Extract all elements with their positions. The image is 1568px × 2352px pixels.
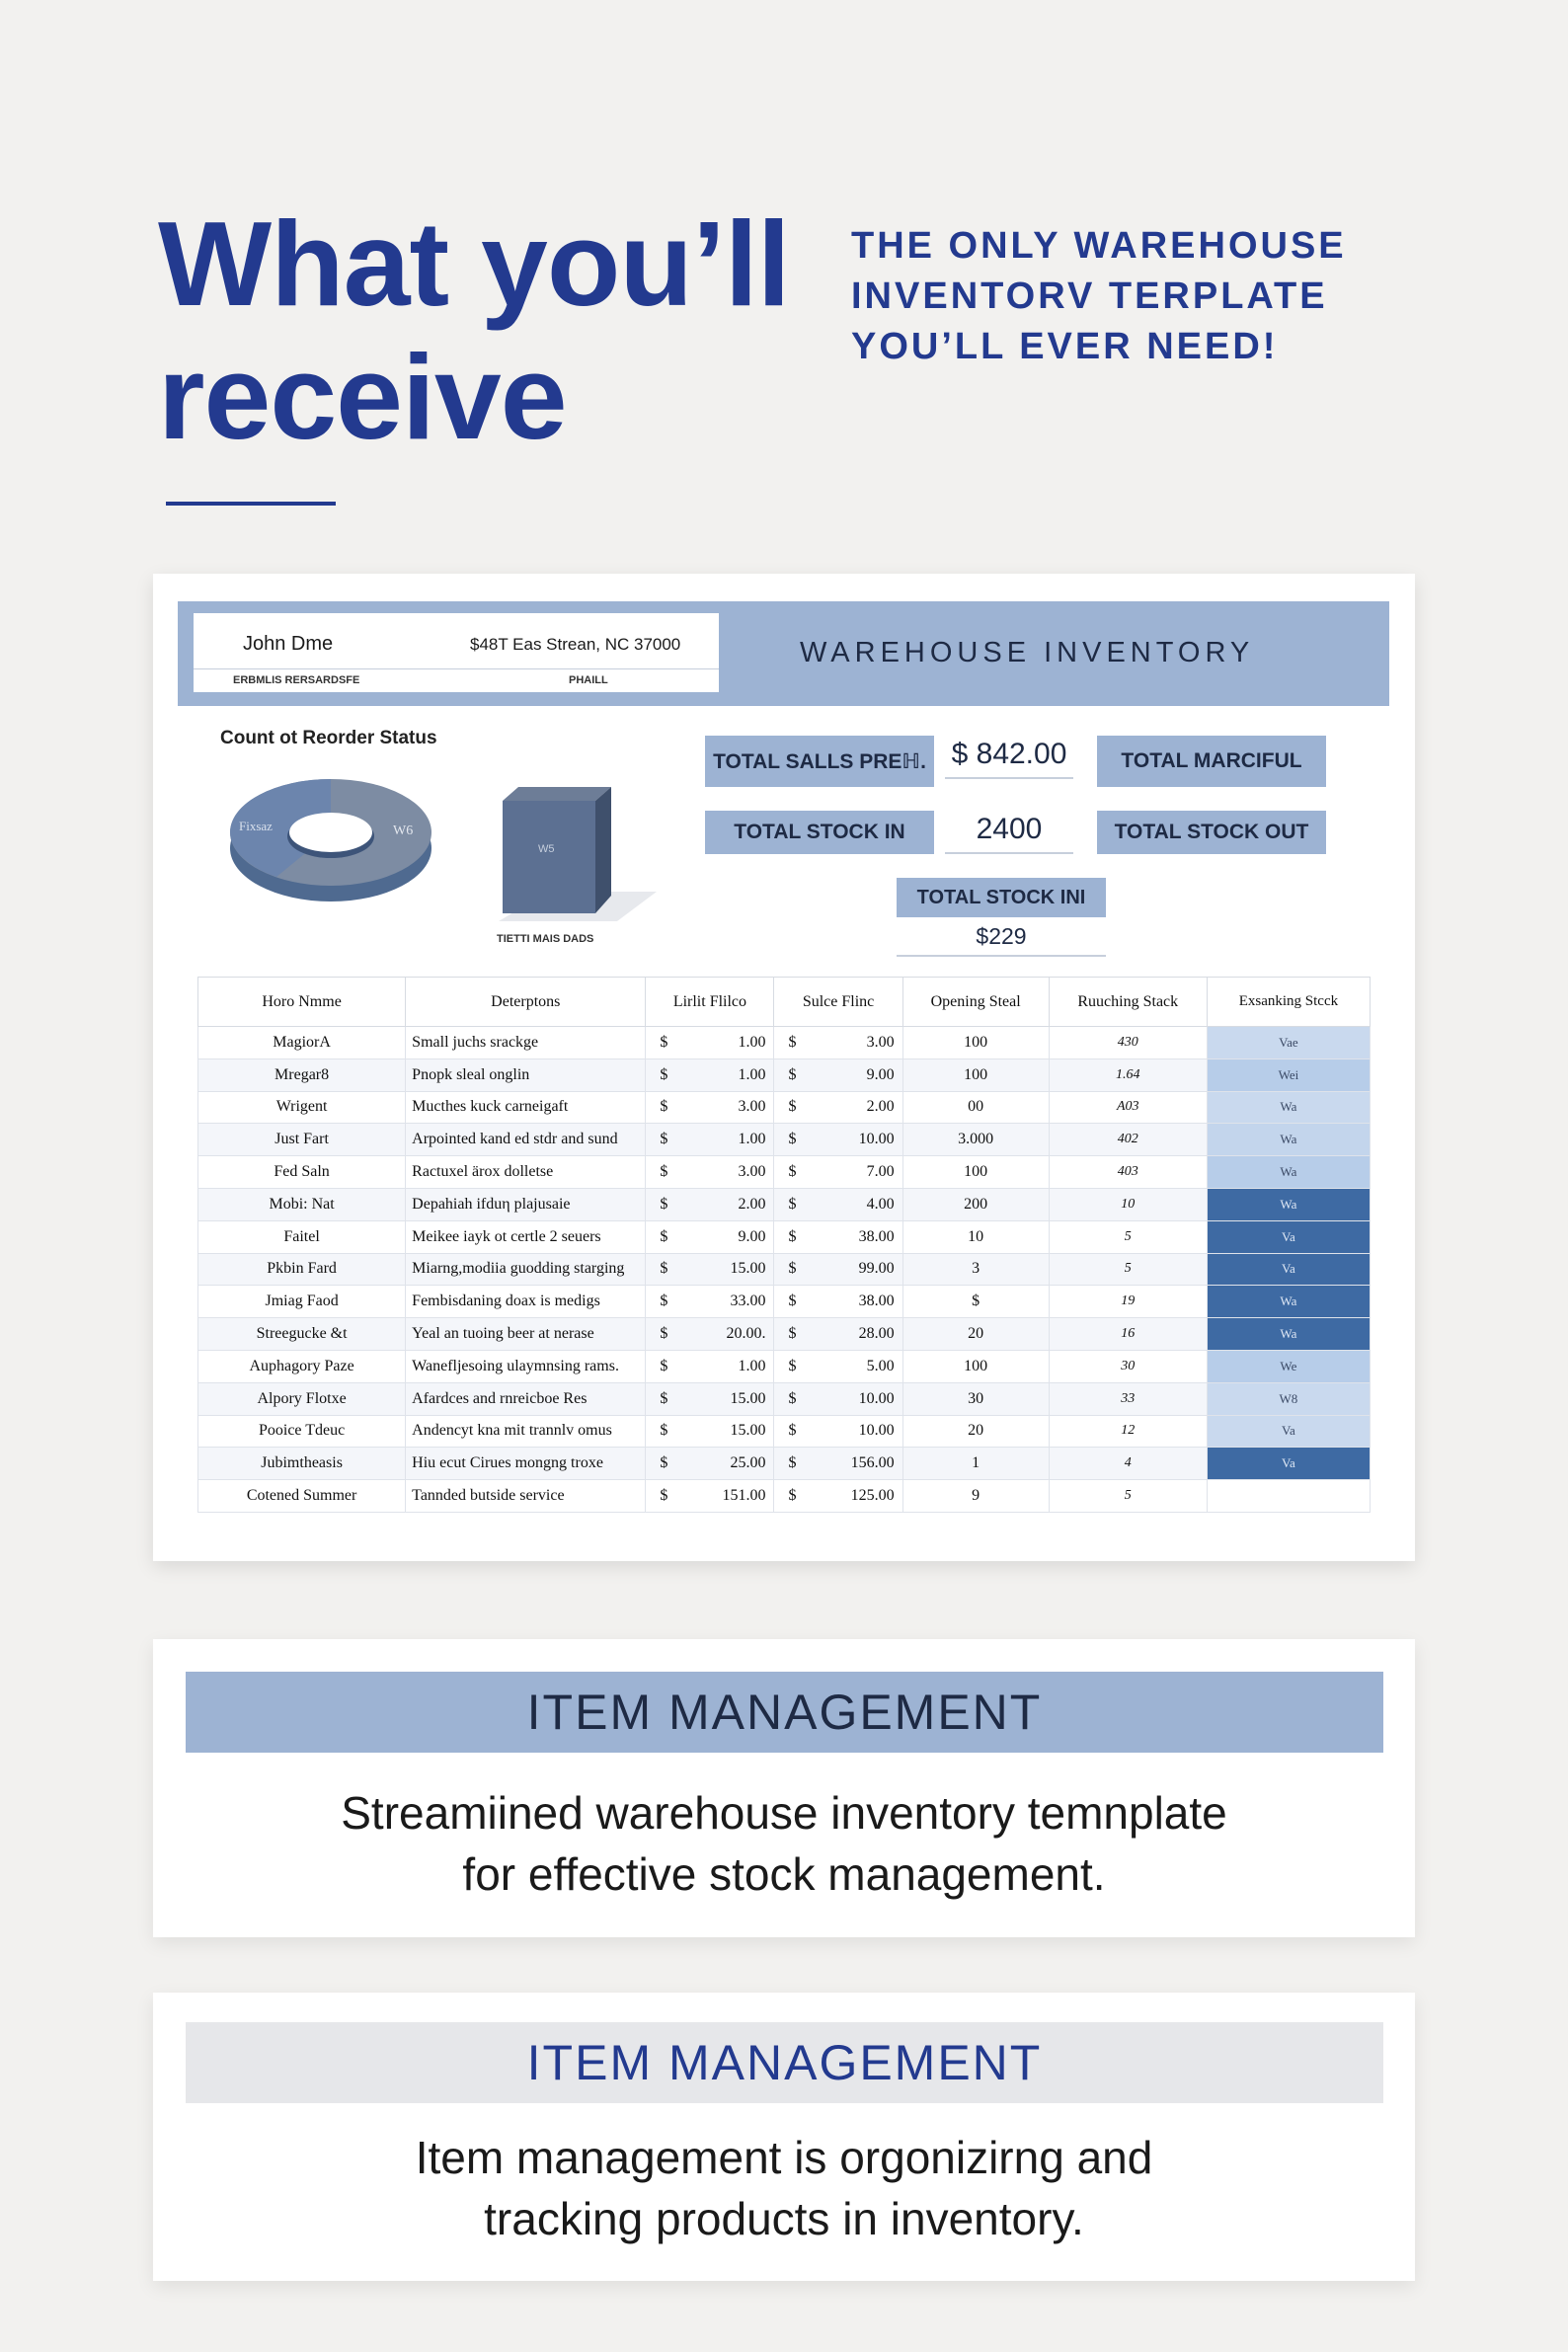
reorder-donut-chart [217, 761, 444, 909]
cell-sale-price [774, 1156, 902, 1189]
cell-unit-price [646, 1350, 774, 1382]
cell-remaining-stock: 5 [1049, 1220, 1207, 1253]
kpi-total-stock-out-label: TOTAL STOCK OUT [1097, 811, 1326, 854]
spreadsheet-preview [153, 574, 1415, 1561]
cell-unit-price [646, 1156, 774, 1189]
cell-sale-price [774, 1415, 902, 1448]
cell-item-name: Wrigent [198, 1091, 406, 1124]
cell-unit-price [646, 1253, 774, 1286]
feature-description-line1: Streamiined warehouse inventory temnplate [341, 1787, 1227, 1839]
cell-description: Afardces and rnreicboe Res [406, 1382, 646, 1415]
cell-remaining-stock: A03 [1049, 1091, 1207, 1124]
unit-currency: $ [660, 1293, 668, 1310]
sale-currency: $ [788, 1195, 797, 1213]
cell-remaining-stock: 403 [1049, 1156, 1207, 1189]
unit-amount: 33.00 [730, 1293, 766, 1310]
kpi-total-stock-ini-value: $229 [897, 917, 1106, 957]
tagline-line1: THE ONLY WAREHOUSE [851, 225, 1347, 267]
cell-opening-stock: 100 [902, 1058, 1049, 1091]
cell-description: Fembisdaning doax is medigs [406, 1286, 646, 1318]
feature-description-line2: for effective stock management. [462, 1848, 1106, 1900]
kpi-total-sales-label: TOTAL SALLS PREℍ. [705, 736, 934, 787]
feature-description-2 [153, 2127, 1415, 2249]
unit-currency: $ [660, 1357, 668, 1374]
cell-description: Depahiah ifduη plajusaie [406, 1188, 646, 1220]
unit-amount: 1.00 [738, 1357, 766, 1374]
cell-sale-price [774, 1286, 902, 1318]
feature-description-2-line2: tracking products in inventory. [484, 2193, 1084, 2244]
unit-amount: 20.00. [726, 1325, 766, 1343]
sale-currency: $ [788, 1357, 797, 1374]
sale-currency: $ [788, 1098, 797, 1116]
unit-currency: $ [660, 1422, 668, 1440]
sale-currency: $ [788, 1260, 797, 1278]
cell-opening-stock: 1 [902, 1448, 1049, 1480]
unit-currency: $ [660, 1033, 668, 1051]
sale-amount: 7.00 [866, 1163, 895, 1181]
sale-currency: $ [788, 1293, 797, 1310]
cell-remaining-stock: 4 [1049, 1448, 1207, 1480]
cell-item-name: Cotened Summer [198, 1480, 406, 1513]
unit-amount: 25.00 [730, 1454, 766, 1472]
cell-sale-price [774, 1091, 902, 1124]
cell-sale-price [774, 1350, 902, 1382]
cell-opening-stock: 30 [902, 1382, 1049, 1415]
owner-address: $48T Eas Strean, NC 37000 [470, 635, 681, 654]
cell-opening-stock: 20 [902, 1415, 1049, 1448]
cell-remaining-stock: 430 [1049, 1027, 1207, 1059]
cell-opening-stock: 00 [902, 1091, 1049, 1124]
cell-opening-stock: 3 [902, 1253, 1049, 1286]
sale-currency: $ [788, 1131, 797, 1148]
kpi-total-marciful-label: TOTAL MARCIFUL [1097, 736, 1326, 787]
sale-currency: $ [788, 1163, 797, 1181]
col-header-remaining-stock: Ruuching Stack [1049, 978, 1207, 1027]
cell-opening-stock: 3.000 [902, 1124, 1049, 1156]
donut-right-label: W6 [393, 823, 414, 838]
cell-unit-price [646, 1318, 774, 1351]
sheet-header-banner [178, 601, 1389, 706]
table-row [198, 1058, 1371, 1091]
sale-currency: $ [788, 1487, 797, 1505]
cell-unit-price [646, 1091, 774, 1124]
cell-sale-price [774, 1448, 902, 1480]
cell-description: Andencyt kna mit trannlv omus [406, 1415, 646, 1448]
unit-currency: $ [660, 1454, 668, 1472]
unit-amount: 3.00 [738, 1098, 766, 1116]
cell-description: Pnopk sleal onglin [406, 1058, 646, 1091]
cell-ext-stock: Va [1207, 1220, 1370, 1253]
sale-amount: 2.00 [866, 1098, 895, 1116]
cell-opening-stock: 200 [902, 1188, 1049, 1220]
col-header-item-name: Horo Nmme [198, 978, 406, 1027]
cell-item-name: Pooice Tdeuc [198, 1415, 406, 1448]
cell-unit-price [646, 1480, 774, 1513]
unit-amount: 1.00 [738, 1033, 766, 1051]
sale-amount: 10.00 [858, 1131, 895, 1148]
sale-amount: 125.00 [850, 1487, 895, 1505]
unit-currency: $ [660, 1195, 668, 1213]
cell-item-name: Faitel [198, 1220, 406, 1253]
table-row [198, 1027, 1371, 1059]
unit-currency: $ [660, 1325, 668, 1343]
cell-item-name: MagiorA [198, 1027, 406, 1059]
table-row [198, 1253, 1371, 1286]
cell-description: Tannded butside service [406, 1480, 646, 1513]
cell-ext-stock: We [1207, 1350, 1370, 1382]
cell-unit-price [646, 1415, 774, 1448]
cell-ext-stock: Wa [1207, 1124, 1370, 1156]
sale-currency: $ [788, 1227, 797, 1245]
sale-amount: 4.00 [866, 1195, 895, 1213]
cell-remaining-stock: 19 [1049, 1286, 1207, 1318]
cell-item-name: Streegucke &t [198, 1318, 406, 1351]
cell-opening-stock: 20 [902, 1318, 1049, 1351]
unit-currency: $ [660, 1260, 668, 1278]
cell-description: Miarng,modiia guodding starging [406, 1253, 646, 1286]
cell-remaining-stock: 5 [1049, 1480, 1207, 1513]
feature-heading-2: ITEM MANAGEMENT [186, 2022, 1383, 2103]
cell-item-name: Just Fart [198, 1124, 406, 1156]
cell-ext-stock: Wa [1207, 1188, 1370, 1220]
cell-ext-stock: Wa [1207, 1091, 1370, 1124]
unit-currency: $ [660, 1389, 668, 1407]
unit-currency: $ [660, 1065, 668, 1083]
hero-title-line1: What you’ll [158, 196, 790, 331]
hero-tagline [851, 221, 1347, 372]
unit-amount: 151.00 [722, 1487, 766, 1505]
sale-amount: 99.00 [858, 1260, 895, 1278]
cell-description: Meikee iayk ot certle 2 seuers [406, 1220, 646, 1253]
cell-remaining-stock: 5 [1049, 1253, 1207, 1286]
cell-description: Wanefljesoing ulaymnsing rams. [406, 1350, 646, 1382]
sale-currency: $ [788, 1065, 797, 1083]
kpi-total-stock-in-label: TOTAL STOCK IN [705, 811, 934, 854]
unit-amount: 15.00 [730, 1260, 766, 1278]
sale-amount: 156.00 [850, 1454, 895, 1472]
unit-amount: 3.00 [738, 1163, 766, 1181]
stock-cube-graphic [489, 783, 657, 931]
cell-ext-stock: Wa [1207, 1156, 1370, 1189]
table-row [198, 1350, 1371, 1382]
cell-item-name: Fed Saln [198, 1156, 406, 1189]
cell-item-name: Auphagory Paze [198, 1350, 406, 1382]
table-header-row [198, 978, 1371, 1027]
sale-currency: $ [788, 1033, 797, 1051]
cell-sale-price [774, 1124, 902, 1156]
unit-amount: 9.00 [738, 1227, 766, 1245]
sale-amount: 10.00 [858, 1422, 895, 1440]
cube-right [595, 787, 611, 913]
cell-remaining-stock: 402 [1049, 1124, 1207, 1156]
sale-currency: $ [788, 1422, 797, 1440]
cell-description: Mucthes kuck carneigaft [406, 1091, 646, 1124]
unit-amount: 15.00 [730, 1389, 766, 1407]
cell-ext-stock [1207, 1480, 1370, 1513]
sale-amount: 28.00 [858, 1325, 895, 1343]
owner-info-box [194, 613, 719, 692]
cell-unit-price [646, 1448, 774, 1480]
reorder-status-label: Count ot Reorder Status [220, 728, 437, 748]
kpi-total-stock-ini-label: TOTAL STOCK INI [897, 878, 1106, 917]
sale-amount: 38.00 [858, 1227, 895, 1245]
cell-sale-price [774, 1188, 902, 1220]
unit-currency: $ [660, 1163, 668, 1181]
table-row [198, 1415, 1371, 1448]
cell-description: Small juchs srackge [406, 1027, 646, 1059]
owner-sub-left: ERBMLIS RERSARDSFE [233, 674, 360, 686]
tagline-line2: INVENTORV TERPLATE [851, 275, 1328, 317]
cell-remaining-stock: 33 [1049, 1382, 1207, 1415]
hero-divider [166, 502, 336, 506]
sale-currency: $ [788, 1454, 797, 1472]
cell-description: Ractuxel ärox dolletse [406, 1156, 646, 1189]
donut-left-label: Fixsaz [239, 819, 273, 833]
cell-ext-stock: W8 [1207, 1382, 1370, 1415]
unit-currency: $ [660, 1098, 668, 1116]
cell-sale-price [774, 1480, 902, 1513]
donut-hole [289, 813, 372, 852]
unit-amount: 1.00 [738, 1131, 766, 1148]
col-header-opening-stock: Opening Steal [902, 978, 1049, 1027]
col-header-description: Deterptons [406, 978, 646, 1027]
cell-unit-price [646, 1382, 774, 1415]
cell-item-name: Pkbin Fard [198, 1253, 406, 1286]
table-row [198, 1286, 1371, 1318]
table-row [198, 1318, 1371, 1351]
cell-ext-stock: Wei [1207, 1058, 1370, 1091]
col-header-unit-price: Lirlit Flilco [646, 978, 774, 1027]
inventory-table-body [198, 1027, 1371, 1513]
cube-front [503, 801, 595, 913]
owner-divider [194, 668, 719, 669]
feature-description-2-line1: Item management is orgonizirng and [415, 2132, 1153, 2183]
cell-item-name: Alpory Flotxe [198, 1382, 406, 1415]
cell-description: Arpointed kand ed stdr and sund [406, 1124, 646, 1156]
cell-sale-price [774, 1058, 902, 1091]
table-row [198, 1382, 1371, 1415]
cube-top [503, 787, 611, 801]
sale-amount: 10.00 [858, 1389, 895, 1407]
cell-sale-price [774, 1220, 902, 1253]
cell-description: Hiu ecut Cirues mongng troxe [406, 1448, 646, 1480]
cell-description: Yeal an tuoing beer at nerase [406, 1318, 646, 1351]
feature-card-item-management-2 [153, 1993, 1415, 2281]
tagline-line3: YOU’LL EVER NEED! [851, 326, 1279, 367]
sale-currency: $ [788, 1325, 797, 1343]
sale-amount: 9.00 [866, 1065, 895, 1083]
kpi-total-sales-value: $ 842.00 [945, 732, 1073, 779]
cell-remaining-stock: 1.64 [1049, 1058, 1207, 1091]
cell-opening-stock: 10 [902, 1220, 1049, 1253]
hero-title [158, 197, 790, 464]
cell-item-name: Mregar8 [198, 1058, 406, 1091]
sale-amount: 3.00 [866, 1033, 895, 1051]
cell-opening-stock: $ [902, 1286, 1049, 1318]
cell-ext-stock: Va [1207, 1253, 1370, 1286]
unit-currency: $ [660, 1487, 668, 1505]
unit-amount: 15.00 [730, 1422, 766, 1440]
cell-unit-price [646, 1124, 774, 1156]
cell-unit-price [646, 1188, 774, 1220]
cell-remaining-stock: 12 [1049, 1415, 1207, 1448]
table-row [198, 1480, 1371, 1513]
cell-unit-price [646, 1027, 774, 1059]
table-row [198, 1188, 1371, 1220]
cell-ext-stock: Va [1207, 1448, 1370, 1480]
cell-sale-price [774, 1027, 902, 1059]
owner-name: John Dme [243, 633, 334, 655]
cell-sale-price [774, 1318, 902, 1351]
cell-unit-price [646, 1058, 774, 1091]
table-row [198, 1124, 1371, 1156]
sale-amount: 5.00 [866, 1357, 895, 1374]
cell-ext-stock: Vae [1207, 1027, 1370, 1059]
unit-amount: 1.00 [738, 1065, 766, 1083]
hero-title-line2: receive [158, 330, 567, 464]
table-row [198, 1156, 1371, 1189]
cell-item-name: Jubimtheasis [198, 1448, 406, 1480]
inventory-table [197, 977, 1371, 1513]
cell-unit-price [646, 1286, 774, 1318]
cell-unit-price [646, 1220, 774, 1253]
unit-amount: 2.00 [738, 1195, 766, 1213]
cell-remaining-stock: 16 [1049, 1318, 1207, 1351]
cell-opening-stock: 100 [902, 1156, 1049, 1189]
cube-caption: TIETTI MAIS DADS [497, 933, 594, 945]
cell-opening-stock: 100 [902, 1027, 1049, 1059]
cell-sale-price [774, 1253, 902, 1286]
sheet-title: WAREHOUSE INVENTORY [800, 637, 1255, 668]
table-row [198, 1220, 1371, 1253]
col-header-sale-price: Sulce Flinc [774, 978, 902, 1027]
cell-remaining-stock: 10 [1049, 1188, 1207, 1220]
feature-description [153, 1782, 1415, 1905]
cell-item-name: Mobi: Nat [198, 1188, 406, 1220]
cell-sale-price [774, 1382, 902, 1415]
cell-remaining-stock: 30 [1049, 1350, 1207, 1382]
table-row [198, 1448, 1371, 1480]
cell-ext-stock: Wa [1207, 1286, 1370, 1318]
cell-ext-stock: Wa [1207, 1318, 1370, 1351]
cell-opening-stock: 100 [902, 1350, 1049, 1382]
feature-card-item-management [153, 1639, 1415, 1937]
col-header-ext-stock: Exsanking Stcck [1207, 978, 1370, 1027]
unit-currency: $ [660, 1131, 668, 1148]
unit-currency: $ [660, 1227, 668, 1245]
kpi-total-stock-in-value: 2400 [945, 807, 1073, 854]
cell-item-name: Jmiag Faod [198, 1286, 406, 1318]
owner-sub-right: PHAILL [569, 674, 608, 686]
table-row [198, 1091, 1371, 1124]
cell-ext-stock: Va [1207, 1415, 1370, 1448]
cell-opening-stock: 9 [902, 1480, 1049, 1513]
sale-amount: 38.00 [858, 1293, 895, 1310]
sale-currency: $ [788, 1389, 797, 1407]
cube-label: W5 [538, 843, 555, 855]
feature-heading: ITEM MANAGEMENT [186, 1672, 1383, 1753]
